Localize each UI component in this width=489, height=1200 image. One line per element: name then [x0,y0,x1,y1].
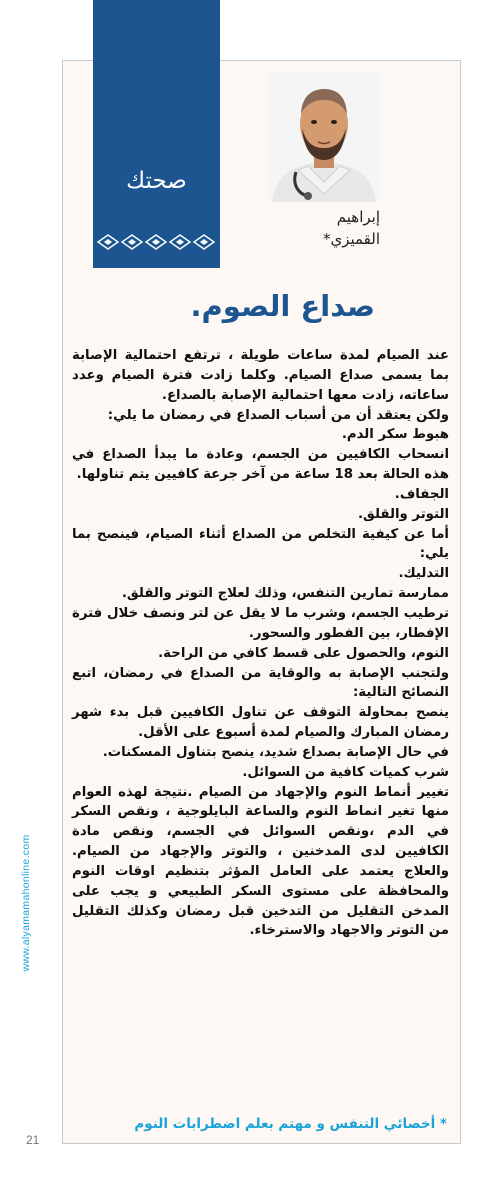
website-url: www.alyamamahonline.com [20,834,32,972]
article-paragraph: ينصح بمحاولة التوقف عن تناول الكافيين قبل بدء شهر رمضان المبارك والصيام لمدة أسبوع على الأقل. [72,705,449,741]
article-paragraph: أما عن كيفية التخلص من الصداع أثناء الصيام، فينصح بما يلي: [72,526,449,562]
article-paragraph: تغيير أنماط النوم والإجهاد من الصيام .نتيجة لهذه العوام منها تغير انماط النوم والساعة البايلوجية ، ونقص السكر في الدم ،ونقص السوائل في الجسم، ونقص مادة الكافيين لدى المدخنين ، والتوتر والإجهاد من الصيام. والعلاج يعتمد على العامل المؤثر بتنظيم اوقات النوم والمحافظة على مستوى السكر الطبيعي و يجب على المدخن التقليل من التدخين قبل رمضان وكذلك التقليل من التوتر والاجهاد والاسترخاء. [72,784,449,939]
article-paragraph: ترطيب الجسم، وشرب ما لا يقل عن لتر ونصف خلال فترة الإفطار، بين الفطور والسحور. [72,605,449,641]
article-paragraph: في حال الإصابة بصداع شديد، ينصح بتناول المسكنات. [102,744,449,760]
section-band [93,0,220,268]
article-paragraph: انسحاب الكافيين من الجسم، وعادة ما يبدأ الصداع في هذه الحالة بعد 18 ساعة من آخر جرعة كافيين يتم تناولها. [72,447,449,483]
article-title: صداع الصوم. [190,289,375,323]
article-paragraph: شرب كميات كافية من السوائل. [242,764,449,780]
author-last-name: القميزي* [322,230,380,248]
article-paragraph: التدليك. [398,566,449,582]
ornament-pattern [96,234,218,250]
article-paragraph: النوم، والحصول على قسط كافي من الراحة. [158,645,449,661]
article-paragraph: الجفاف. [394,486,449,502]
article-paragraph: ولتجنب الإصابة به والوقاية من الصداع في رمضان، اتبع النصائح التالية: [72,665,449,701]
article-paragraph: التوتر والقلق. [357,506,449,522]
article-paragraph: هبوط سكر الدم. [341,427,449,443]
author-name [238,206,380,250]
article-paragraph: ممارسة تمارين التنفس، وذلك لعلاج التوتر والقلق. [121,586,449,602]
article-paragraph: عند الصيام لمدة ساعات طويلة ، ترتفع احتمالية الإصابة بما يسمى صداع الصيام. وكلما زادت فترة الصيام وعدد ساعاته، زادت معها احتمالية الإصابة بالصداع. [72,348,449,403]
author-footnote: * أخصائي التنفس و مهتم بعلم اضطرابات النوم [134,1116,447,1132]
page-number: 21 [26,1133,40,1147]
author-first-name: إبراهيم [336,208,380,226]
article-body [72,346,449,941]
section-label: صحتك [126,168,187,194]
article-paragraph: ولكن يعتقد أن من أسباب الصداع في رمضان ما يلي: [107,407,449,423]
author-photo [268,72,380,202]
